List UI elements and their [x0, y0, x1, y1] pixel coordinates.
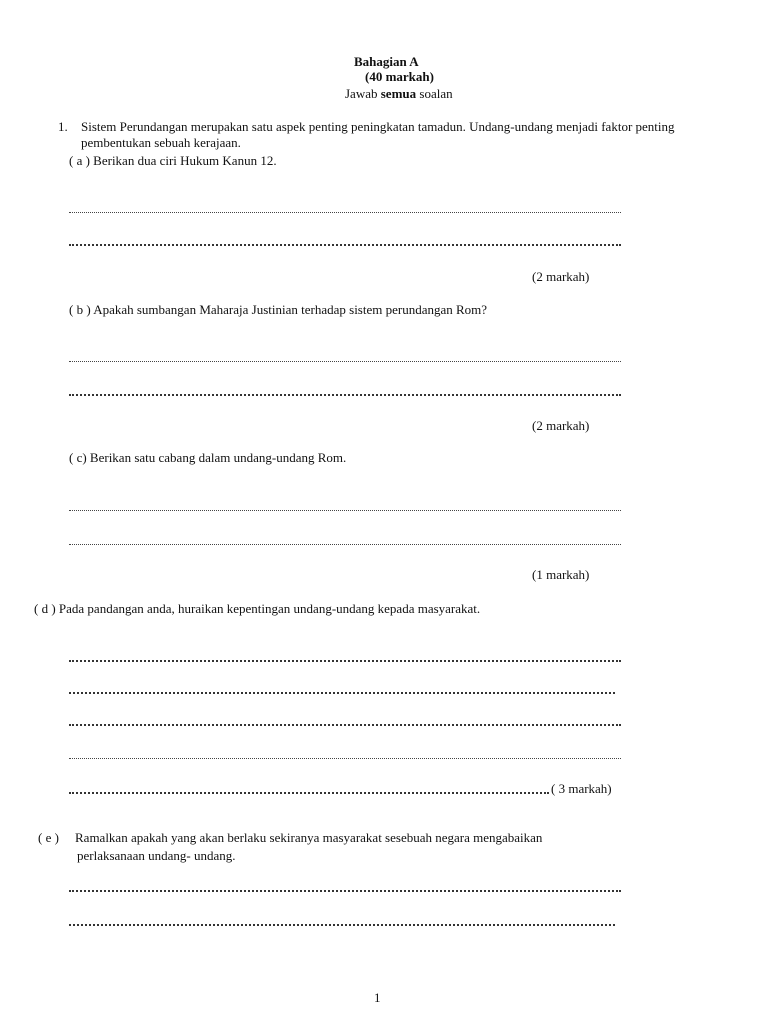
answer-line[interactable]	[69, 724, 621, 726]
question-stem-line2: pembentukan sebuah kerajaan.	[81, 135, 241, 150]
part-d-text: ( d ) Pada pandangan anda, huraikan kepentingan undang-undang kepada masyarakat.	[34, 601, 481, 616]
answer-line[interactable]	[69, 544, 621, 545]
part-c-text: ( c) Berikan satu cabang dalam undang-undang Rom.	[69, 450, 347, 465]
answer-line[interactable]	[69, 890, 621, 892]
answer-line[interactable]	[69, 394, 621, 396]
answer-line[interactable]	[69, 924, 615, 926]
answer-line[interactable]	[69, 212, 621, 213]
part-a-marks: (2 markah)	[532, 269, 590, 284]
part-e-label: ( e )	[38, 830, 59, 845]
page-number: 1	[374, 990, 381, 1005]
answer-line[interactable]	[69, 660, 621, 662]
section-instruction: Jawab semua soalan	[345, 86, 453, 101]
part-e-line2: perlaksanaan undang- undang.	[77, 848, 236, 863]
part-a-text: ( a ) Berikan dua ciri Hukum Kanun 12.	[69, 153, 277, 168]
answer-line[interactable]	[69, 510, 621, 511]
question-stem-line1: Sistem Perundangan merupakan satu aspek penting peningkatan tamadun. Undang-undang menjadi faktor penting	[81, 119, 675, 134]
answer-line[interactable]	[69, 792, 549, 794]
answer-line[interactable]	[69, 361, 621, 362]
section-title: Bahagian A	[354, 54, 419, 69]
part-e-line1: Ramalkan apakah yang akan berlaku sekiranya masyarakat sesebuah negara mengabaikan	[75, 830, 543, 845]
part-b-text: ( b ) Apakah sumbangan Maharaja Justinian terhadap sistem perundangan Rom?	[69, 302, 488, 317]
section-marks: (40 markah)	[365, 69, 434, 84]
part-d-marks: ( 3 markah)	[551, 781, 612, 796]
answer-line[interactable]	[69, 758, 621, 759]
question-number: 1.	[58, 119, 68, 134]
part-c-marks: (1 markah)	[532, 567, 590, 582]
answer-line[interactable]	[69, 692, 615, 694]
part-b-marks: (2 markah)	[532, 418, 590, 433]
answer-line[interactable]	[69, 244, 621, 246]
